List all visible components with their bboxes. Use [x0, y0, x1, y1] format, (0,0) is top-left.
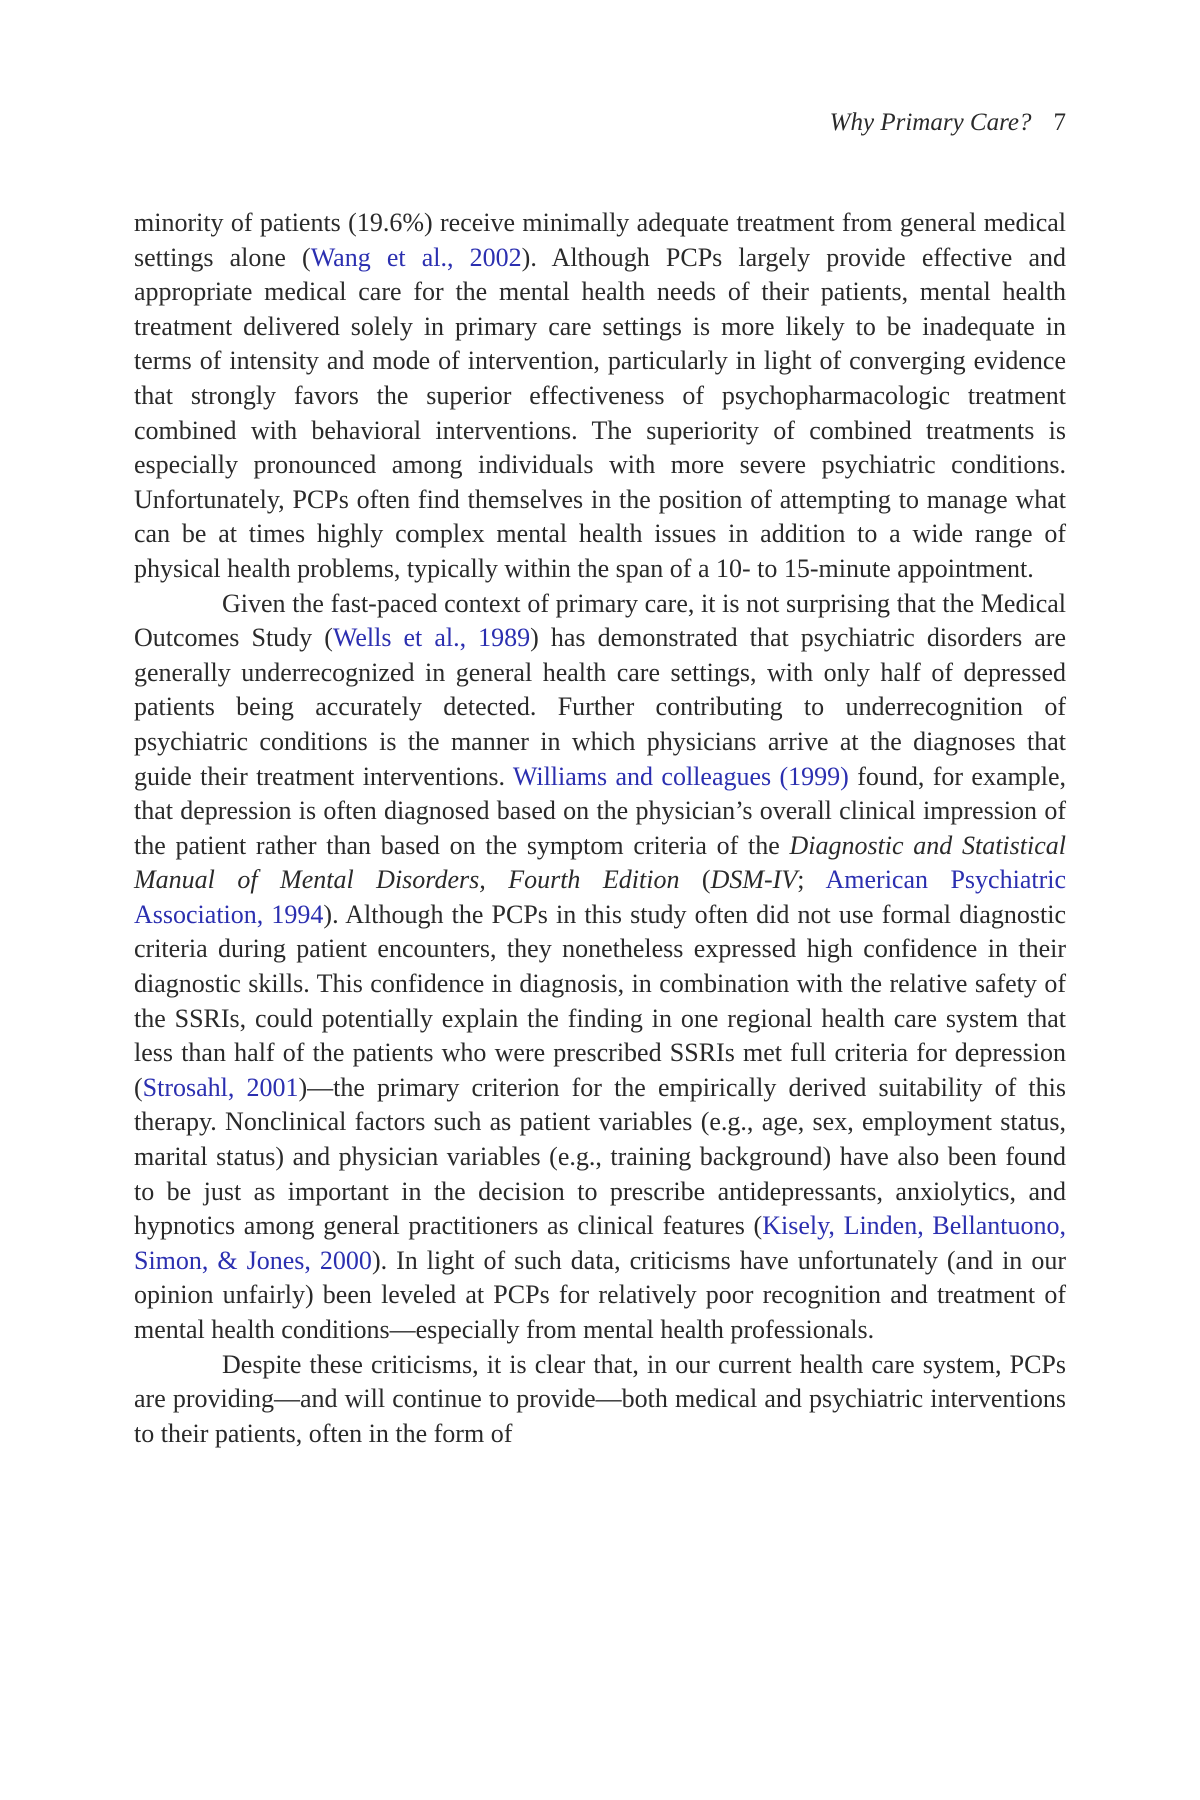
body-text-run: found, for example, that depression is often diagnosed based on the physician’s overall clinical impression of the patient rather than based on the symptom criteria of the [134, 761, 1067, 860]
paragraph [134, 1348, 1066, 1452]
running-head-title: Why Primary Care? [829, 109, 1032, 136]
body-text-run: ). Although PCPs largely provide effective and appropriate medical care for the mental health needs of their patients, mental health treatment delivered solely in primary care settings is more likely to be inadequate in terms of intensity and mode of intervention, particularly in light of converging evidence that strongly favors the superior effectiveness of psychopharmacologic treatment combined with behavioral interventions. The superiority of combined treatments is especially pronounced among individuals with more severe psychiatric conditions. Unfortunately, PCPs often find themselves in the position of attempting to manage what can be at times highly complex mental health issues in addition to a wide range of physical health problems, typically within the span of a 10- to 15-minute appointment. [134, 242, 1066, 583]
body-text-run: )—the primary criterion for the empirically derived suitability of this therapy. Nonclinical factors such as patient variables (e.g., age, sex, employment status, marital status) and physician variables (e.g., training background) have also been found to be just as important in the decision to prescribe antidepressants, anxiolytics, and hypnotics among general practitioners as clinical features ( [134, 1072, 1066, 1241]
page-number: 7 [1053, 109, 1066, 136]
citation-link[interactable]: Williams and colleagues (1999) [512, 761, 849, 791]
body-text [134, 206, 1066, 1451]
paragraph [134, 206, 1066, 587]
citation-link[interactable]: American Psychiatric Association, 1994 [134, 865, 1067, 929]
citation-link[interactable]: Wang et al., 2002 [310, 242, 522, 272]
citation-link[interactable]: Wells et al., 1989 [332, 623, 531, 653]
body-text-run: minority of patients (19.6%) receive minimally adequate treatment from general medical settings alone ( [134, 208, 1066, 272]
body-text-run: ( [679, 865, 711, 895]
citation-link[interactable]: Strosahl, 2001 [142, 1072, 299, 1102]
paragraph [134, 587, 1066, 1348]
body-text-run: ). Although the PCPs in this study often did not use formal diagnostic criteria during patient encounters, they nonetheless expressed high confidence in their diagnostic skills. This confidence in diagnosis, in combination with the relative safety of the SSRIs, could potentially explain the finding in one regional health care system that less than half of the patients who were prescribed SSRIs met full criteria for depression ( [134, 899, 1067, 1102]
italic-title: DSM-IV [710, 865, 798, 895]
body-text-run: ; [797, 865, 826, 895]
italic-title: Diagnostic and Statistical Manual of Mental Disorders, Fourth Edition [134, 830, 1066, 895]
running-head [830, 106, 1066, 140]
body-text-run: ). In light of such data, criticisms have unfortunately (and in our opinion unfairly) been leveled at PCPs for relatively poor recognition and treatment of mental health conditions—especially from mental health professionals. [134, 1245, 1066, 1344]
body-text-run: Given the fast-paced context of primary care, it is not surprising that the Medical Outcomes Study ( [134, 588, 1066, 653]
body-text-run: ) has demonstrated that psychiatric disorders are generally underrecognized in general health care settings, with only half of depressed patients being accurately detected. Further contributing to underrecognition of psychiatric conditions is the manner in which physicians arrive at the diagnoses that guide their treatment interventions. [134, 623, 1066, 791]
citation-link[interactable]: Kisely, Linden, Bellantuono, Simon, & Jones, 2000 [134, 1211, 1066, 1275]
body-text-run: Despite these criticisms, it is clear that, in our current health care system, PCPs are providing—and will continue to provide—both medical and psychiatric interventions to their patients, often in the form of [134, 1349, 1066, 1448]
